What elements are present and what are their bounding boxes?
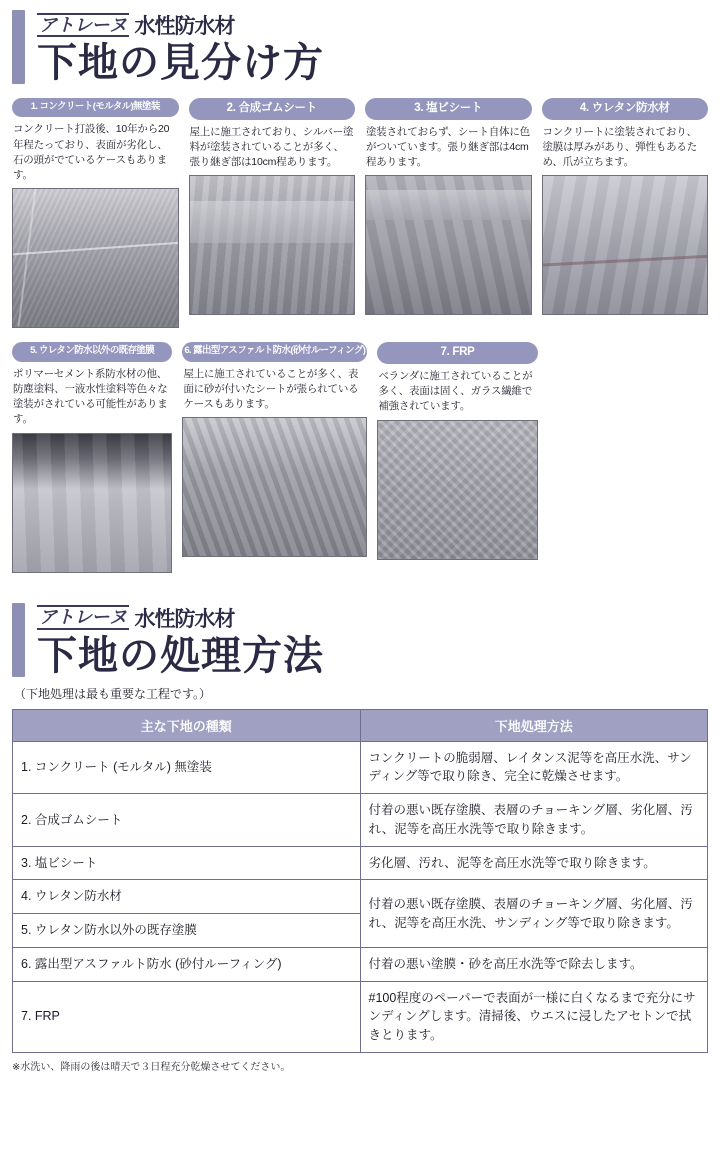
cell-method: 劣化層、汚れ、泥等を高圧水洗等で取り除きます。 <box>360 846 708 880</box>
column-header-method: 下地処理方法 <box>360 709 708 741</box>
card-description: 屋上に施工されており、シルバー塗料が塗装されていることが多く、張り継ぎ部は10cm程あります。 <box>189 125 354 169</box>
brand-name: アトレーヌ <box>37 605 129 630</box>
cell-kind: 7. FRP <box>13 981 361 1052</box>
cell-method: 付着の悪い塗膜・砂を高圧水洗等で除去します。 <box>360 947 708 981</box>
substrate-card <box>365 98 532 328</box>
header-text-group <box>37 603 708 677</box>
treatment-table <box>12 709 708 1053</box>
substrate-card-grid-row2 <box>12 342 708 572</box>
card-description: 塗装されておらず、シート自体に色がついています。張り継ぎ部は4cm程あります。 <box>366 125 530 169</box>
substrate-card <box>189 98 356 328</box>
cell-method: #100程度のペーパーで表面が一様に白くなるまで充分にサンディングします。清掃後、ウエスに浸したアセトンで拭きとります。 <box>360 981 708 1052</box>
card-photo-urethane <box>542 175 709 315</box>
brand-line <box>37 10 708 40</box>
header-accent-bar <box>12 10 25 84</box>
card-description: 屋上に施工されていることが多く、表面に砂が付いたシートが張られているケースもあります。 <box>183 367 359 411</box>
section-header-identify <box>12 10 708 84</box>
card-photo-asphalt <box>182 417 367 557</box>
cell-method: 付着の悪い既存塗膜、表層のチョーキング層、劣化層、汚れ、泥等を高圧水洗、サンディング等で取り除きます。 <box>360 880 708 948</box>
card-photo-vinyl-sheet <box>365 175 532 315</box>
column-header-kind: 主な下地の種類 <box>13 709 361 741</box>
substrate-card <box>542 98 709 328</box>
cell-method: コンクリートの脆弱層、レイタンス泥等を高圧水洗、サンディング等で取り除き、完全に乾燥させます。 <box>360 741 708 794</box>
card-photo-rubber-sheet <box>189 175 356 315</box>
table-header-row <box>13 709 708 741</box>
page-title: 下地の処理方法 <box>37 633 324 678</box>
substrate-card <box>12 98 179 328</box>
table-row <box>13 880 708 914</box>
table-row <box>13 741 708 794</box>
cell-kind: 5. ウレタン防水以外の既存塗膜 <box>13 914 361 948</box>
cell-method: 付着の悪い既存塗膜、表層のチョーキング層、劣化層、汚れ、泥等を高圧水洗等で取り除きます。 <box>360 794 708 847</box>
substrate-card-grid-row1 <box>12 98 708 328</box>
card-photo-frp <box>377 420 537 560</box>
card-description: ベランダに施工されていることが多く、表面は固く、ガラス繊維で補強されています。 <box>378 369 533 413</box>
card-title: 4. ウレタン防水材 <box>542 98 709 120</box>
card-photo-concrete <box>12 188 179 328</box>
card-title: 6. 露出型アスファルト防水(砂付ルーフィング) <box>182 342 367 361</box>
table-row <box>13 947 708 981</box>
cell-kind: 4. ウレタン防水材 <box>13 880 361 914</box>
cell-kind: 2. 合成ゴムシート <box>13 794 361 847</box>
header-accent-bar <box>12 603 25 677</box>
brand-line <box>37 603 708 633</box>
page-title: 下地の見分け方 <box>37 41 324 85</box>
substrate-card <box>182 342 367 572</box>
card-title: 1. コンクリート(モルタル)無塗装 <box>12 98 179 117</box>
cell-kind: 3. 塩ビシート <box>13 846 361 880</box>
card-description: コンクリート打設後、10年から20年程たっており、表面が劣化し、石の頭がでているケースもあります。 <box>13 123 170 182</box>
header-text-group <box>37 10 708 84</box>
substrate-card <box>12 342 172 572</box>
brand-product-type: 水性防水材 <box>134 607 235 631</box>
card-title: 5. ウレタン防水以外の既存塗膜 <box>12 342 172 361</box>
treatment-note: （下地処理は最も重要な工程です。） <box>14 686 212 701</box>
section-treatment <box>12 603 708 1073</box>
cell-kind: 6. 露出型アスファルト防水 (砂付ルーフィング) <box>13 947 361 981</box>
table-footnote: ※水洗い、降雨の後は晴天で３日程充分乾燥させてください。 <box>12 1061 291 1073</box>
table-row <box>13 846 708 880</box>
substrate-card-empty <box>548 342 708 572</box>
table-row <box>13 981 708 1052</box>
card-description: コンクリートに塗装されており、塗膜は厚みがあり、弾性もあるため、爪が立ちます。 <box>542 125 697 169</box>
card-title: 7. FRP <box>377 342 537 364</box>
cell-kind: 1. コンクリート (モルタル) 無塗装 <box>13 741 361 794</box>
section-header-treatment <box>12 603 708 677</box>
card-title: 3. 塩ビシート <box>365 98 532 120</box>
brand-name: アトレーヌ <box>37 13 129 38</box>
table-row <box>13 794 708 847</box>
card-title: 2. 合成ゴムシート <box>189 98 356 120</box>
substrate-card <box>377 342 537 572</box>
brand-product-type: 水性防水材 <box>134 15 235 38</box>
card-description: ポリマーセメント系防水材の他、防塵塗料、一液水性塗料等色々な塗装がされている可能性があります。 <box>13 367 168 426</box>
card-photo-existing-coating <box>12 433 172 573</box>
